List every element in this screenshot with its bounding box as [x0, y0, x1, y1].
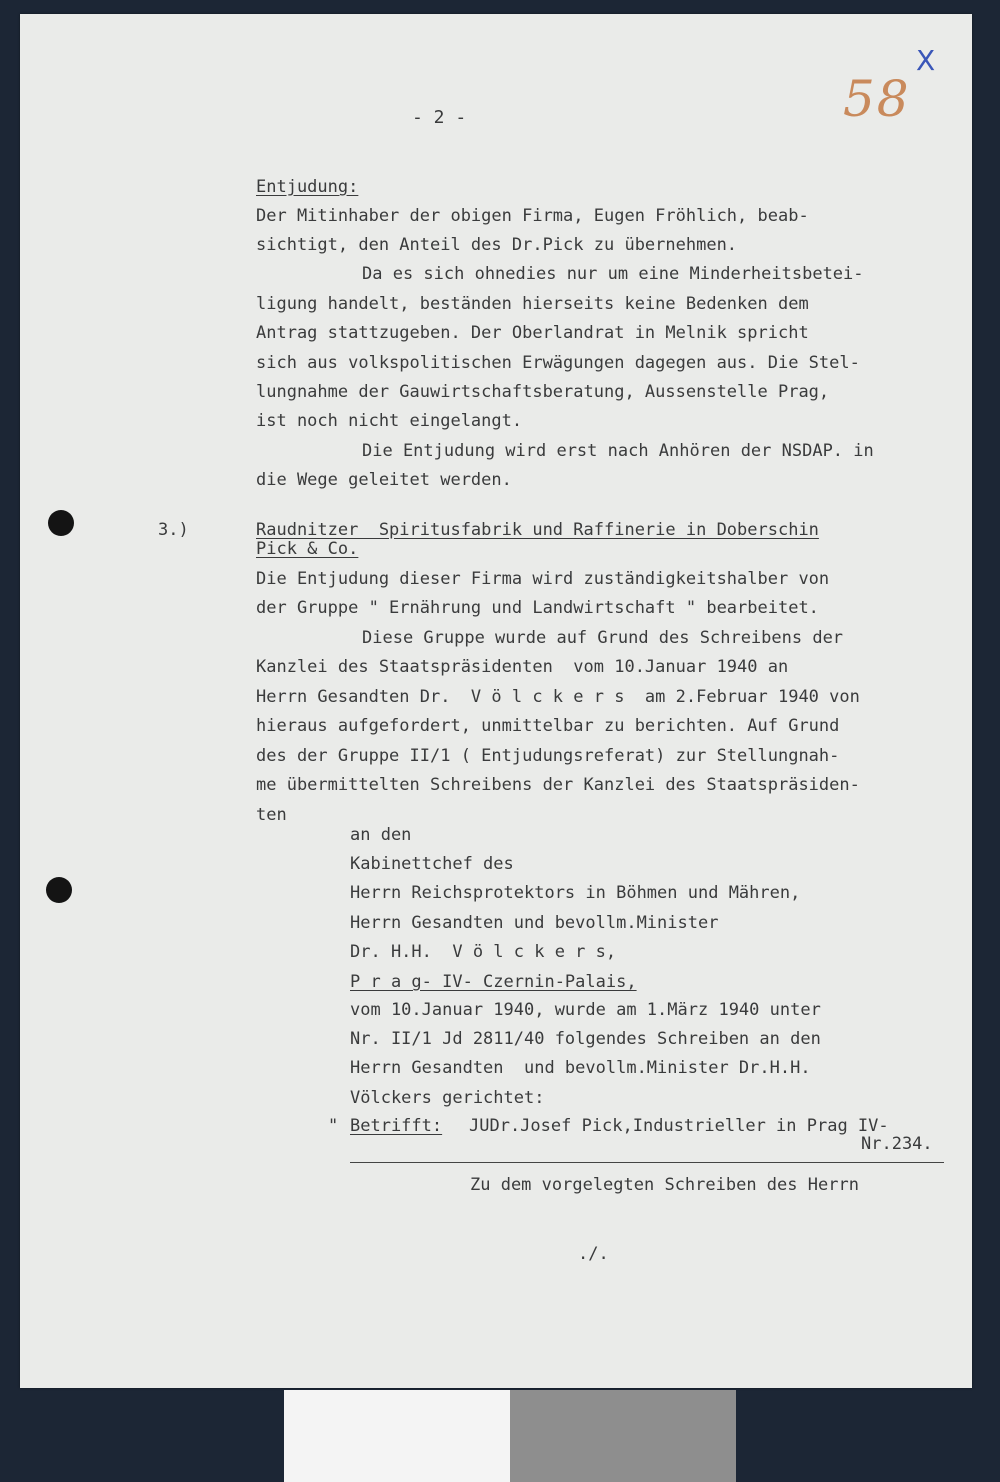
- text-line: sichtigt, den Anteil des Dr.Pick zu übernehmen.: [256, 235, 738, 255]
- text-line: Kabinettchef des: [350, 854, 514, 874]
- text-line: 3.): [158, 520, 189, 540]
- text-line: ist noch nicht eingelangt.: [256, 411, 523, 431]
- text-line: der Gruppe " Ernährung und Landwirtschaft " bearbeitet.: [256, 598, 819, 618]
- text-line: Da es sich ohnedies nur um eine Minderheitsbetei-: [362, 264, 864, 284]
- handwritten-folio-number: 58: [843, 70, 911, 128]
- text-line: Die Entjudung dieser Firma wird zuständigkeitshalber von: [256, 569, 830, 589]
- text-line: hieraus aufgefordert, unmittelbar zu berichten. Auf Grund: [256, 716, 840, 736]
- text-line: Die Entjudung wird erst nach Anhören der NSDAP. in: [362, 441, 874, 461]
- text-line: Herrn Gesandten Dr. V ö l c k e r s am 2.Februar 1940 von: [256, 687, 860, 707]
- text-line: ./.: [578, 1244, 609, 1264]
- text-line: Kanzlei des Staatspräsidenten vom 10.Januar 1940 an: [256, 657, 789, 677]
- text-line: sich aus volkspolitischen Erwägungen dagegen aus. Die Stel-: [256, 353, 860, 373]
- calibration-strip-white: [284, 1390, 510, 1482]
- text-line: Zu dem vorgelegten Schreiben des Herrn: [470, 1175, 859, 1195]
- calibration-strip-gray: [510, 1390, 736, 1482]
- page-number: - 2 -: [412, 107, 467, 128]
- text-line: Völckers gerichtet:: [350, 1088, 545, 1108]
- text-line: Pick & Co.: [256, 539, 359, 559]
- text-line: an den: [350, 825, 412, 845]
- text-line: Betrifft:: [350, 1116, 443, 1136]
- text-line: des der Gruppe II/1 ( Entjudungsreferat) zur Stellungnah-: [256, 746, 840, 766]
- text-line: ": [328, 1116, 339, 1136]
- text-line: Der Mitinhaber der obigen Firma, Eugen Fröhlich, beab-: [256, 206, 809, 226]
- text-line: ten: [256, 805, 287, 825]
- text-line: Nr.234.: [861, 1134, 933, 1154]
- text-line: Herrn Gesandten und bevollm.Minister Dr.H.H.: [350, 1058, 811, 1078]
- text-line: die Wege geleitet werden.: [256, 470, 512, 490]
- text-line: P r a g- IV- Czernin-Palais,: [350, 972, 637, 992]
- text-line: ligung handelt, beständen hierseits keine Bedenken dem: [256, 294, 809, 314]
- text-line: Raudnitzer Spiritusfabrik und Raffinerie in Doberschin: [256, 520, 819, 540]
- text-line: JUDr.Josef Pick,Industrieller in Prag IV-: [469, 1116, 889, 1136]
- text-line: Entjudung:: [256, 177, 359, 197]
- text-line: me übermittelten Schreibens der Kanzlei des Staatspräsiden-: [256, 775, 860, 795]
- text-line: Diese Gruppe wurde auf Grund des Schreibens der: [362, 628, 844, 648]
- text-line: Nr. II/1 Jd 2811/40 folgendes Schreiben an den: [350, 1029, 821, 1049]
- divider-line: [350, 1162, 944, 1163]
- text-line: Herrn Reichsprotektors in Böhmen und Mähren,: [350, 883, 801, 903]
- handwritten-x-mark: X: [916, 44, 936, 77]
- text-line: vom 10.Januar 1940, wurde am 1.März 1940 unter: [350, 1000, 821, 1020]
- text-line: Antrag stattzugeben. Der Oberlandrat in Melnik spricht: [256, 323, 809, 343]
- text-line: Herrn Gesandten und bevollm.Minister: [350, 913, 719, 933]
- text-line: lungnahme der Gauwirtschaftsberatung, Aussenstelle Prag,: [256, 382, 830, 402]
- text-line: Dr. H.H. V ö l c k e r s,: [350, 942, 617, 962]
